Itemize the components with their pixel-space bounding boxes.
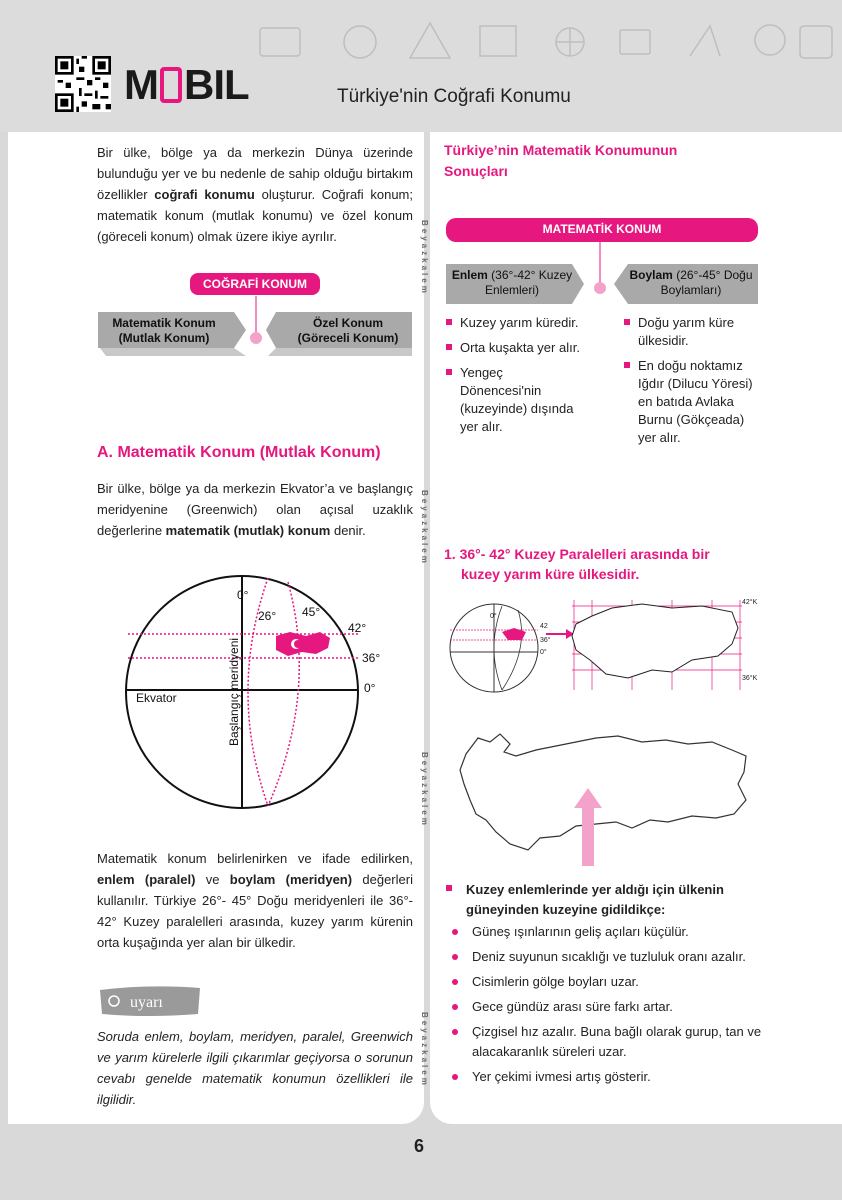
uyari-label: uyarı [130, 994, 163, 1011]
qr-code[interactable] [55, 56, 111, 112]
small-map-diagram [442, 594, 762, 694]
logo-text-bil: BIL [184, 61, 249, 108]
page-number: 6 [414, 1136, 425, 1156]
list-item: Deniz suyunun sıcaklığı ve tuzluluk oranı azalır. [446, 947, 762, 967]
equator-label: Ekvator [136, 691, 177, 705]
phone-icon [160, 67, 182, 103]
point1-line1: 1. 36°- 42° Kuzey Paralelleri arasında bir [444, 546, 710, 562]
enlem-boylam-paragraph: Matematik konum belirlenirken ve ifade edilirken, enlem (paralel) ve boylam (meridyen) değerleri kullanılır. Türkiye 26°- 45° Doğu meridyenleri ile 36°- 42° Kuzey paralelleri arasında, kuzey yarım kürenin orta kuşağında yer alan bir ülkedir. [97, 851, 413, 950]
label-45: 45° [302, 605, 321, 619]
point1-heading [444, 544, 764, 584]
kuzey-heading: Kuzey enlemlerinde yer aldığı için ülkenin güneyinden kuzeyine gidildikçe: [446, 880, 762, 920]
logo-text-m: M [124, 61, 158, 108]
side-watermark: Beyazkalem [420, 752, 429, 828]
cografi-konum-title: COĞRAFİ KONUM [190, 273, 320, 295]
enlem-list [446, 314, 584, 443]
globe-label-0: 0° [540, 649, 547, 656]
mobil-logo [124, 56, 249, 114]
kuzey-list [446, 922, 762, 1092]
matematik-konum-tag: Matematik Konum (Mutlak Konum) [112, 316, 216, 345]
point1-line2: kuzey yarım küre ülkesidir. [461, 566, 640, 582]
list-item: Güneş ışınlarının geliş açıları küçülür. [446, 922, 762, 942]
list-item: Yengeç Dönencesi'nin (kuzeyinde) dışında yer alır. [446, 364, 584, 436]
meridian-label: Başlangıç meridyeni [227, 637, 241, 746]
list-item: Orta kuşakta yer alır. [446, 339, 584, 357]
kuzey-heading-list [446, 880, 762, 927]
map-label-36k: 36°K [742, 675, 758, 682]
globe-diagram [118, 574, 398, 824]
globe-label-top: 0° [490, 613, 497, 620]
list-item: En doğu noktamız Iğdır (Dilucu Yöresi) en batıda Avlaka Burnu (Gökçeada) yer alır. [624, 357, 764, 447]
list-item: Doğu yarım küre ülkesidir. [624, 314, 764, 350]
globe-label-42: 42 [540, 623, 548, 630]
enlem-tag: Enlem (36°-42° Kuzey Enlemleri) [451, 268, 573, 297]
list-item: Çizgisel hız azalır. Buna bağlı olarak gurup, tan ve alacakaranlık süreleri uzar. [446, 1022, 762, 1062]
turkey-flag-map [276, 632, 330, 656]
section-a-paragraph: Bir ülke, bölge ya da merkezin Ekvator’a ve başlangıç meridyenine (Greenwich) olan açısal uzaklık değerlerine matematik (mutlak) konum denir. [97, 481, 413, 538]
list-item: Kuzey yarım küredir. [446, 314, 584, 332]
right-heading: Türkiye’nin Matematik Konumunun Sonuçları [444, 142, 678, 179]
matematik-konum-title: MATEMATİK KONUM [542, 222, 662, 236]
label-26: 26° [258, 609, 277, 623]
uyari-badge [98, 984, 202, 1018]
doodle-pattern [250, 8, 842, 78]
map-label-42k: 42°K [742, 599, 758, 606]
side-watermark: Beyazkalem [420, 220, 429, 296]
intro-paragraph: Bir ülke, bölge ya da merkezin Dünya üzerinde bulunduğu yer ve bu nedenle de sahip olduğu birtakım özellikler coğrafi konumu oluşturur. Coğrafi konum; matematik konum (mutlak konumu) ve özel konum (göreceli konum) olmak üzere ikiye ayrılır. [97, 145, 413, 244]
uyari-text: Soruda enlem, boylam, meridyen, paralel, Greenwich ve yarım kürelerle ilgili çıkarımlar geçiyorsa o sorunun cevabı genelde matematik konumun özellikleri ile ilgilidir. [97, 1029, 413, 1107]
boylam-list [624, 314, 764, 454]
list-item: Yer çekimi ivmesi artış gösterir. [446, 1067, 762, 1087]
label-42: 42° [348, 621, 367, 635]
boylam-tag: Boylam (26°-45° Doğu Boylamları) [629, 268, 753, 297]
side-watermark: Beyazkalem [420, 1012, 429, 1088]
globe-label-36: 36° [540, 637, 551, 644]
label-0-top: 0° [237, 588, 249, 602]
page-title: Türkiye'nin Coğrafi Konumu [337, 86, 571, 107]
label-36: 36° [362, 651, 381, 665]
side-watermark: Beyazkalem [420, 490, 429, 566]
ozel-konum-tag: Özel Konum (Göreceli Konum) [297, 316, 399, 345]
turkey-outline-map [456, 728, 756, 872]
section-a-heading: A. Matematik Konum (Mutlak Konum) [97, 444, 381, 461]
list-item: Cisimlerin gölge boyları uzar. [446, 972, 762, 992]
list-item: Gece gündüz arası süre farkı artar. [446, 997, 762, 1017]
label-0-right: 0° [364, 681, 376, 695]
